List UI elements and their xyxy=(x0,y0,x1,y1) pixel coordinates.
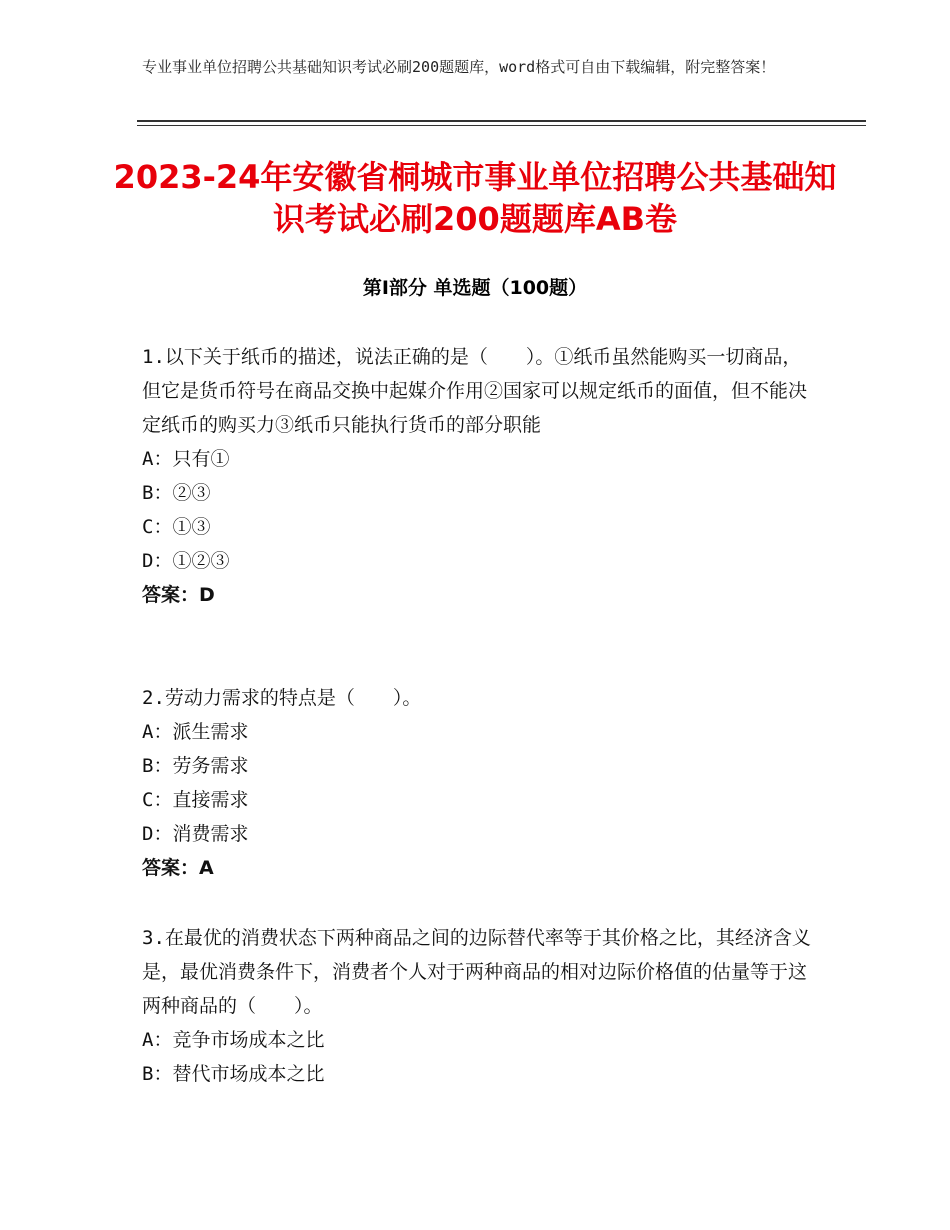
option-d: D：①②③ xyxy=(142,550,230,572)
option-b: B：②③ xyxy=(142,482,211,504)
option-b: B：劳务需求 xyxy=(142,755,249,777)
option-c: C：①③ xyxy=(142,516,211,538)
question-stem: 2.劳动力需求的特点是（ ）。 xyxy=(142,687,422,709)
question-stem: 3.在最优的消费状态下两种商品之间的边际替代率等于其价格之比，其经济含义是，最优消费条件下，消费者个人对于两种商品的相对边际价格值的估量等于这两种商品的（ ）。 xyxy=(142,927,811,1017)
answer: 答案：A xyxy=(142,857,214,879)
option-c: C：直接需求 xyxy=(142,789,249,811)
question-3 xyxy=(142,921,812,1091)
header-rule-thin xyxy=(137,125,866,126)
answer: 答案：D xyxy=(142,584,215,606)
question-1 xyxy=(142,340,812,612)
option-a: A：只有① xyxy=(142,448,230,470)
header-note: 专业事业单位招聘公共基础知识考试必刷200题题库，word格式可自由下载编辑，附完整答案！ xyxy=(142,58,776,76)
section-title: 第Ⅰ部分 单选题（100题） xyxy=(362,277,588,299)
option-a: A：派生需求 xyxy=(142,721,249,743)
question-2 xyxy=(142,681,812,885)
document-title: 2023-24年安徽省桐城市事业单位招聘公共基础知识考试必刷200题题库AB卷 xyxy=(113,158,837,238)
question-stem: 1.以下关于纸币的描述，说法正确的是（ ）。①纸币虽然能购买一切商品，但它是货币符号在商品交换中起媒介作用②国家可以规定纸币的面值，但不能决定纸币的购买力③纸币只能执行货币的部分职能 xyxy=(142,346,808,436)
option-a: A：竞争市场成本之比 xyxy=(142,1029,325,1051)
option-b: B：替代市场成本之比 xyxy=(142,1063,325,1085)
header-rule-thick xyxy=(137,120,866,122)
option-d: D：消费需求 xyxy=(142,823,249,845)
